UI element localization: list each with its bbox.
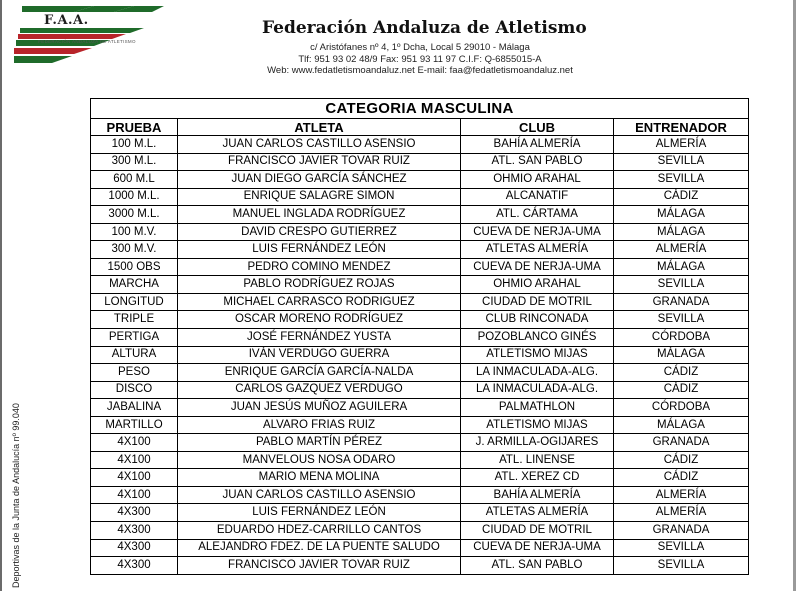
cell-athlete: LUIS FERNÁNDEZ LEÓN (178, 504, 461, 522)
cell-club: CLUB RINCONADA (461, 311, 614, 329)
cell-coach: CÁDIZ (614, 469, 749, 487)
cell-coach: MÁLAGA (614, 416, 749, 434)
cell-event: 4X100 (91, 451, 178, 469)
cell-club: CUEVA DE NERJA-UMA (461, 539, 614, 557)
table-row (91, 451, 749, 469)
cell-athlete: MICHAEL CARRASCO RODRIGUEZ (178, 293, 461, 311)
faa-logo (14, 6, 164, 66)
cell-coach: SEVILLA (614, 276, 749, 294)
cell-event: PERTIGA (91, 329, 178, 347)
cell-athlete: JUAN JESÚS MUÑOZ AGUILERA (178, 399, 461, 417)
cell-event: 1500 OBS (91, 258, 178, 276)
cell-event: 300 M.L. (91, 153, 178, 171)
cell-athlete: MANVELOUS NOSA ODARO (178, 451, 461, 469)
cell-athlete: FRANCISCO JAVIER TOVAR RUIZ (178, 153, 461, 171)
cell-event: 100 M.L. (91, 136, 178, 154)
cell-coach: CÁDIZ (614, 451, 749, 469)
cell-athlete: JUAN CARLOS CASTILLO ASENSIO (178, 136, 461, 154)
organization-web: Web: www.fedatletismoandaluz.net E-mail: faa@fedatletismoandaluz.net (267, 65, 573, 76)
table-row (91, 539, 749, 557)
cell-club: BAHÍA ALMERÍA (461, 136, 614, 154)
cell-event: JABALINA (91, 399, 178, 417)
cell-coach: SEVILLA (614, 171, 749, 189)
cell-club: LA INMACULADA-ALG. (461, 381, 614, 399)
cell-coach: ALMERÍA (614, 486, 749, 504)
table-row (91, 434, 749, 452)
table-row (91, 364, 749, 382)
cell-club: BAHÍA ALMERÍA (461, 486, 614, 504)
cell-coach: SEVILLA (614, 153, 749, 171)
cell-coach: SEVILLA (614, 539, 749, 557)
table-row (91, 293, 749, 311)
cell-club: PALMATHLON (461, 399, 614, 417)
cell-coach: GRANADA (614, 293, 749, 311)
organization-title: Federación Andaluza de Atletismo (262, 18, 587, 38)
cell-athlete: CARLOS GAZQUEZ VERDUGO (178, 381, 461, 399)
cell-athlete: ALEJANDRO FDEZ. DE LA PUENTE SALUDO (178, 539, 461, 557)
cell-coach: CÁDIZ (614, 364, 749, 382)
cell-coach: ALMERÍA (614, 136, 749, 154)
cell-coach: GRANADA (614, 522, 749, 540)
cell-club: ATL. SAN PABLO (461, 153, 614, 171)
table-row (91, 557, 749, 575)
table-row (91, 346, 749, 364)
cell-athlete: EDUARDO HDEZ-CARRILLO CANTOS (178, 522, 461, 540)
table-row (91, 241, 749, 259)
table-row (91, 399, 749, 417)
column-header-entrenador: ENTRENADOR (614, 119, 749, 136)
table-row (91, 469, 749, 487)
table-row (91, 329, 749, 347)
cell-event: 4X100 (91, 486, 178, 504)
cell-event: 300 M.V. (91, 241, 178, 259)
cell-club: LA INMACULADA-ALG. (461, 364, 614, 382)
cell-coach: GRANADA (614, 434, 749, 452)
cell-club: ATL. LINENSE (461, 451, 614, 469)
table-row (91, 381, 749, 399)
cell-club: ATLETISMO MIJAS (461, 416, 614, 434)
cell-athlete: PABLO RODRÍGUEZ ROJAS (178, 276, 461, 294)
cell-athlete: LUIS FERNÁNDEZ LEÓN (178, 241, 461, 259)
cell-coach: MÁLAGA (614, 223, 749, 241)
cell-athlete: FRANCISCO JAVIER TOVAR RUIZ (178, 557, 461, 575)
logo-subtext: FEDERACIÓN ANDALUZA DE ATLETISMO (38, 39, 136, 44)
results-body (91, 136, 749, 575)
cell-event: 4X300 (91, 522, 178, 540)
table-row (91, 504, 749, 522)
cell-coach: ALMERÍA (614, 504, 749, 522)
table-row (91, 258, 749, 276)
cell-coach: ALMERÍA (614, 241, 749, 259)
cell-event: 4X300 (91, 504, 178, 522)
cell-club: CIUDAD DE MOTRIL (461, 293, 614, 311)
cell-event: DISCO (91, 381, 178, 399)
cell-event: ALTURA (91, 346, 178, 364)
cell-club: ATLETISMO MIJAS (461, 346, 614, 364)
table-row (91, 171, 749, 189)
cell-coach: CÓRDOBA (614, 399, 749, 417)
cell-club: ATLETAS ALMERÍA (461, 504, 614, 522)
cell-event: MARTILLO (91, 416, 178, 434)
logo-stripes-graphic (14, 6, 164, 66)
cell-event: 4X300 (91, 557, 178, 575)
cell-athlete: PEDRO COMINO MENDEZ (178, 258, 461, 276)
table-row (91, 206, 749, 224)
cell-event: 4X100 (91, 434, 178, 452)
organization-phone: Tlf: 951 93 02 48/9 Fax: 951 93 11 97 C.I.F: Q-6855015-A (298, 54, 542, 65)
results-table (90, 98, 749, 575)
cell-event: LONGITUD (91, 293, 178, 311)
cell-club: J. ARMILLA-OGIJARES (461, 434, 614, 452)
cell-coach: CÁDIZ (614, 381, 749, 399)
cell-event: 4X300 (91, 539, 178, 557)
table-row (91, 522, 749, 540)
cell-athlete: ENRIQUE GARCÍA GARCÍA-NALDA (178, 364, 461, 382)
page-left-edge (0, 0, 2, 591)
cell-event: 600 M.L (91, 171, 178, 189)
cell-athlete: PABLO MARTÍN PÉREZ (178, 434, 461, 452)
column-header-atleta: ATLETA (178, 119, 461, 136)
cell-event: TRIPLE (91, 311, 178, 329)
cell-athlete: DAVID CRESPO GUTIERREZ (178, 223, 461, 241)
column-header-prueba: PRUEBA (91, 119, 178, 136)
table-row (91, 188, 749, 206)
cell-athlete: JOSÉ FERNÁNDEZ YUSTA (178, 329, 461, 347)
cell-club: CUEVA DE NERJA-UMA (461, 258, 614, 276)
cell-coach: CÁDIZ (614, 188, 749, 206)
table-row (91, 486, 749, 504)
cell-athlete: JUAN CARLOS CASTILLO ASENSIO (178, 486, 461, 504)
table-row (91, 223, 749, 241)
cell-event: MARCHA (91, 276, 178, 294)
cell-coach: MÁLAGA (614, 206, 749, 224)
cell-club: OHMIO ARAHAL (461, 171, 614, 189)
table-row (91, 311, 749, 329)
column-header-club: CLUB (461, 119, 614, 136)
cell-event: 100 M.V. (91, 223, 178, 241)
cell-coach: SEVILLA (614, 311, 749, 329)
cell-club: POZOBLANCO GINÉS (461, 329, 614, 347)
cell-athlete: IVÁN VERDUGO GUERRA (178, 346, 461, 364)
cell-club: ATL. CÁRTAMA (461, 206, 614, 224)
cell-club: OHMIO ARAHAL (461, 276, 614, 294)
cell-event: 4X100 (91, 469, 178, 487)
cell-club: ALCANATIF (461, 188, 614, 206)
cell-event: PESO (91, 364, 178, 382)
cell-athlete: ENRIQUE SALAGRE SIMON (178, 188, 461, 206)
cell-coach: CÓRDOBA (614, 329, 749, 347)
cell-club: CIUDAD DE MOTRIL (461, 522, 614, 540)
logo-text: F.A.A. (44, 13, 89, 28)
cell-athlete: OSCAR MORENO RODRÍGUEZ (178, 311, 461, 329)
cell-club: ATLETAS ALMERÍA (461, 241, 614, 259)
cell-athlete: JUAN DIEGO GARCÍA SÁNCHEZ (178, 171, 461, 189)
side-registration-text: Deportivas de la Junta de Andalucía nº 99.040 (11, 403, 21, 588)
cell-club: CUEVA DE NERJA-UMA (461, 223, 614, 241)
cell-event: 1000 M.L. (91, 188, 178, 206)
cell-athlete: ALVARO FRIAS RUIZ (178, 416, 461, 434)
cell-athlete: MARIO MENA MOLINA (178, 469, 461, 487)
table-row (91, 153, 749, 171)
cell-event: 3000 M.L. (91, 206, 178, 224)
cell-club: ATL. SAN PABLO (461, 557, 614, 575)
cell-club: ATL. XEREZ CD (461, 469, 614, 487)
cell-coach: MÁLAGA (614, 346, 749, 364)
table-row (91, 136, 749, 154)
table-row (91, 276, 749, 294)
cell-athlete: MANUEL INGLADA RODRÍGUEZ (178, 206, 461, 224)
category-title: CATEGORIA MASCULINA (91, 99, 749, 119)
cell-coach: SEVILLA (614, 557, 749, 575)
organization-address: c/ Aristófanes nº 4, 1º Dcha, Local 5 29010 - Málaga (310, 42, 530, 53)
cell-coach: MÁLAGA (614, 258, 749, 276)
table-row (91, 416, 749, 434)
